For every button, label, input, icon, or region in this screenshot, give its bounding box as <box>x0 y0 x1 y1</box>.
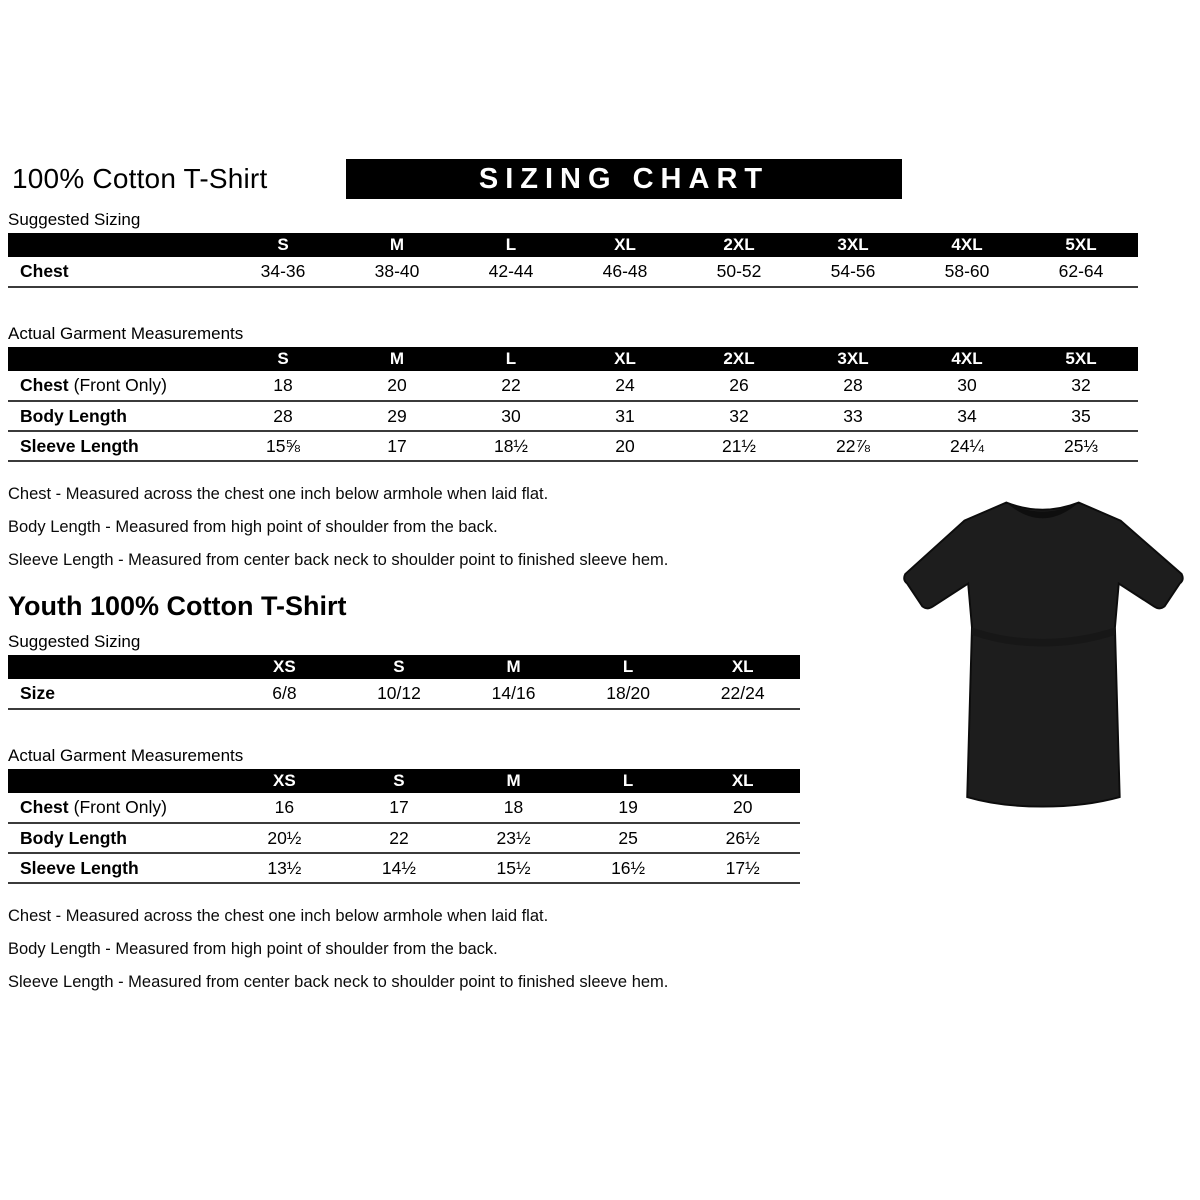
table-header-row <box>8 769 800 793</box>
table-cell: 34-36 <box>226 257 340 287</box>
table-cell: XS <box>227 655 342 679</box>
table-cell: 2XL <box>682 233 796 257</box>
table-row <box>8 257 1138 287</box>
row-label <box>8 679 227 709</box>
row-label-text: Chest <box>20 797 69 817</box>
table-cell: 21½ <box>682 431 796 461</box>
row-label-text: Size <box>20 683 56 703</box>
table-cell: 29 <box>340 401 454 431</box>
table-cell: 15⅝ <box>226 431 340 461</box>
table-cell: 35 <box>1024 401 1138 431</box>
table-cell: 17 <box>340 431 454 461</box>
table-cell: 3XL <box>796 347 910 371</box>
row-label <box>8 793 227 823</box>
row-label <box>8 853 227 883</box>
table-cell: 16 <box>227 793 342 823</box>
table-header-row <box>8 233 1138 257</box>
table-cell: M <box>456 769 571 793</box>
table-cell: S <box>226 233 340 257</box>
table-cell: 20½ <box>227 823 342 853</box>
table-cell: 32 <box>1024 371 1138 401</box>
table-cell: 16½ <box>571 853 686 883</box>
table-cell: XL <box>568 233 682 257</box>
table-cell: 25⅓ <box>1024 431 1138 461</box>
table-cell: M <box>340 233 454 257</box>
adult-actual-heading: Actual Garment Measurements <box>8 324 244 343</box>
table-row <box>8 431 1138 461</box>
youth-actual-heading: Actual Garment Measurements <box>8 746 244 765</box>
row-label <box>8 257 226 287</box>
table-cell: 28 <box>226 401 340 431</box>
table-cell: 30 <box>454 401 568 431</box>
table-header-row <box>8 347 1138 371</box>
table-cell: 42-44 <box>454 257 568 287</box>
table-cell: 24 <box>568 371 682 401</box>
table-cell: 18 <box>456 793 571 823</box>
note-chest: Chest - Measured across the chest one inch below armhole when laid flat. <box>8 485 549 503</box>
table-cell: 19 <box>571 793 686 823</box>
youth-suggested-heading: Suggested Sizing <box>8 632 141 651</box>
table-cell: 38-40 <box>340 257 454 287</box>
note-sleeve-length: Sleeve Length - Measured from center back neck to shoulder point to finished sleeve hem. <box>8 551 669 569</box>
table-cell: XL <box>685 655 800 679</box>
table-cell: 32 <box>682 401 796 431</box>
row-label <box>8 823 227 853</box>
table-cell: S <box>226 347 340 371</box>
adult-suggested-table <box>8 233 1138 288</box>
tshirt-shape <box>904 503 1183 807</box>
youth-measurement-notes <box>8 900 1148 999</box>
table-cell: S <box>342 769 457 793</box>
page-title: 100% Cotton T-Shirt <box>12 163 268 194</box>
youth-title: Youth 100% Cotton T-Shirt <box>8 591 347 621</box>
table-cell: 22 <box>342 823 457 853</box>
tshirt-image <box>890 476 1195 836</box>
table-cell: 30 <box>910 371 1024 401</box>
table-row <box>8 793 800 823</box>
table-cell: 62-64 <box>1024 257 1138 287</box>
table-cell: 22 <box>454 371 568 401</box>
row-label-text: Body Length <box>20 827 127 848</box>
table-cell: 13½ <box>227 853 342 883</box>
table-row <box>8 401 1138 431</box>
tshirt-graphic <box>890 476 1195 836</box>
table-cell: 4XL <box>910 347 1024 371</box>
row-label <box>8 371 226 401</box>
adult-suggested-heading: Suggested Sizing <box>8 210 141 229</box>
table-cell: 54-56 <box>796 257 910 287</box>
table-cell: 50-52 <box>682 257 796 287</box>
table-cell: 5XL <box>1024 347 1138 371</box>
row-label-text: Sleeve Length <box>20 857 139 878</box>
table-cell <box>8 655 227 679</box>
table-cell: 15½ <box>456 853 571 883</box>
table-cell: 22/24 <box>685 679 800 709</box>
row-label-text: Body Length <box>20 405 127 426</box>
table-cell: 6/8 <box>227 679 342 709</box>
table-cell: 46-48 <box>568 257 682 287</box>
table-cell: 26½ <box>685 823 800 853</box>
row-label-text: Chest <box>20 261 69 281</box>
table-cell: 26 <box>682 371 796 401</box>
row-label-suffix: (Front Only) <box>73 375 167 395</box>
table-cell: 10/12 <box>342 679 457 709</box>
table-cell: 28 <box>796 371 910 401</box>
table-cell <box>8 233 226 257</box>
note-body-length: Body Length - Measured from high point of shoulder from the back. <box>8 518 498 536</box>
note-body-length: Body Length - Measured from high point of shoulder from the back. <box>8 940 498 958</box>
table-cell: 3XL <box>796 233 910 257</box>
adult-actual-table <box>8 347 1138 462</box>
table-cell: 25 <box>571 823 686 853</box>
table-cell <box>8 347 226 371</box>
table-cell: 17 <box>342 793 457 823</box>
youth-suggested-table <box>8 655 800 710</box>
heading-row <box>8 158 1148 200</box>
table-cell: 33 <box>796 401 910 431</box>
table-row <box>8 823 800 853</box>
row-label-text: Chest <box>20 375 69 395</box>
table-header-row <box>8 655 800 679</box>
sizing-chart-banner: SIZING CHART <box>346 159 902 199</box>
table-cell: 20 <box>340 371 454 401</box>
table-cell: L <box>571 769 686 793</box>
table-cell: 34 <box>910 401 1024 431</box>
table-cell: 18/20 <box>571 679 686 709</box>
youth-actual-table <box>8 769 800 884</box>
table-cell: 5XL <box>1024 233 1138 257</box>
table-cell: 31 <box>568 401 682 431</box>
row-label-text: Sleeve Length <box>20 435 139 456</box>
table-cell: 18½ <box>454 431 568 461</box>
table-cell: 20 <box>685 793 800 823</box>
table-cell: 2XL <box>682 347 796 371</box>
table-cell: L <box>571 655 686 679</box>
table-cell: 4XL <box>910 233 1024 257</box>
table-row <box>8 679 800 709</box>
table-cell: M <box>340 347 454 371</box>
table-cell: 20 <box>568 431 682 461</box>
row-label <box>8 401 226 431</box>
note-sleeve-length: Sleeve Length - Measured from center back neck to shoulder point to finished sleeve hem. <box>8 973 669 991</box>
table-cell: M <box>456 655 571 679</box>
table-cell: 14/16 <box>456 679 571 709</box>
table-cell: 22⅞ <box>796 431 910 461</box>
table-cell: L <box>454 347 568 371</box>
table-cell: XL <box>685 769 800 793</box>
table-cell: 14½ <box>342 853 457 883</box>
table-cell <box>8 769 227 793</box>
table-cell: L <box>454 233 568 257</box>
table-cell: S <box>342 655 457 679</box>
table-cell: XL <box>568 347 682 371</box>
table-row <box>8 371 1138 401</box>
table-cell: 24¼ <box>910 431 1024 461</box>
table-cell: XS <box>227 769 342 793</box>
table-cell: 17½ <box>685 853 800 883</box>
table-cell: 23½ <box>456 823 571 853</box>
note-chest: Chest - Measured across the chest one inch below armhole when laid flat. <box>8 907 549 925</box>
table-cell: 18 <box>226 371 340 401</box>
table-row <box>8 853 800 883</box>
table-cell: 58-60 <box>910 257 1024 287</box>
row-label <box>8 431 226 461</box>
row-label-suffix: (Front Only) <box>73 797 167 817</box>
